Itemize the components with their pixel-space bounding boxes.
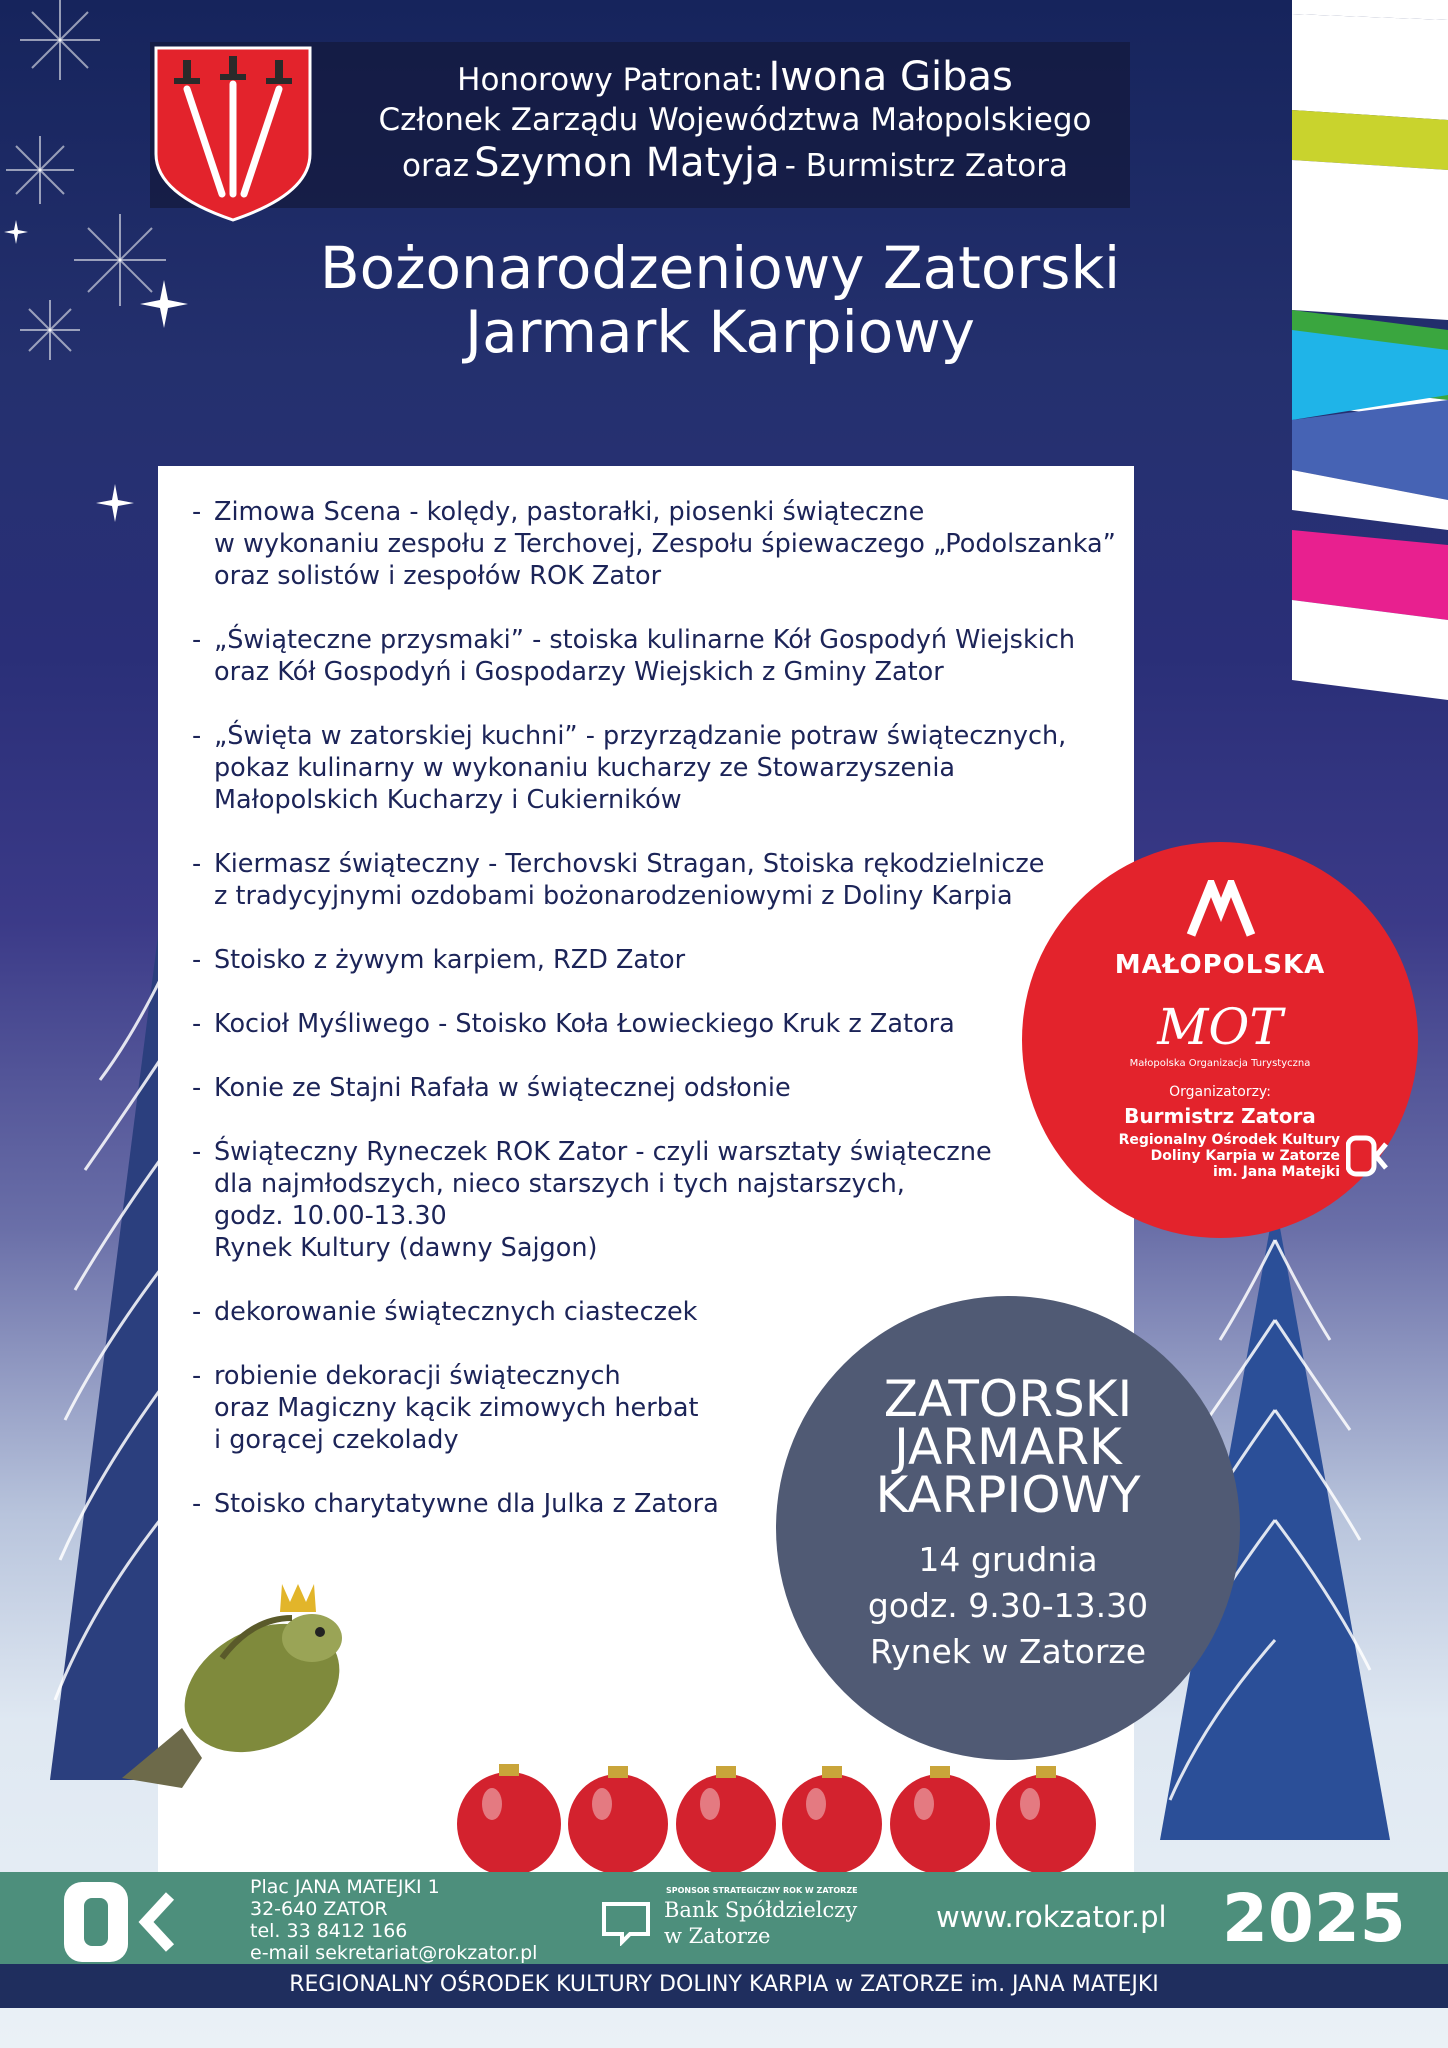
- program-item: [192, 624, 1092, 688]
- bank-name-line-2: w Zatorze: [664, 1924, 771, 1948]
- list-bullet-dash: -: [192, 1137, 202, 1167]
- footer-address-line-1: Plac JANA MATEJKI 1: [250, 1876, 440, 1898]
- program-item-line: pokaz kulinarny w wykonaniu kucharzy ze Stowarzyszenia: [214, 753, 956, 783]
- program-item-line: dekorowanie świątecznych ciasteczek: [214, 1297, 698, 1327]
- patron-role-1: Członek Zarządu Województwa Małopolskiego: [378, 102, 1092, 138]
- organizers-label: Organizatorzy:: [1169, 1084, 1271, 1100]
- program-item: [192, 944, 1092, 976]
- organizer-rok-line-3: im. Jana Matejki: [1213, 1164, 1340, 1180]
- program-item-line: „Świąteczne przysmaki” - stoiska kulinarne Kół Gospodyń Wiejskich: [214, 625, 1075, 655]
- sponsor-label: SPONSOR STRATEGICZNY ROK W ZATORZE: [666, 1886, 858, 1895]
- title-line-1: Bożonarodzeniowy Zatorski: [319, 234, 1121, 302]
- program-item-line: robienie dekoracji świątecznych: [214, 1361, 621, 1391]
- program-item-line: w wykonaniu zespołu z Terchovej, Zespołu śpiewaczego „Podolszanka”: [214, 529, 1116, 559]
- list-bullet-dash: -: [192, 945, 202, 975]
- event-name-line-2: JARMARK: [894, 1418, 1122, 1476]
- organizer-rok-line-1: Regionalny Ośrodek Kultury: [1118, 1132, 1340, 1148]
- event-place: Rynek w Zatorze: [869, 1632, 1147, 1671]
- footer-address-line-2: 32-640 ZATOR: [250, 1898, 388, 1920]
- organizer-burmistrz: Burmistrz Zatora: [1124, 1104, 1316, 1128]
- carp-with-crown-icon: [112, 1578, 362, 1800]
- footer-email: e-mail sekretariat@rokzator.pl: [250, 1942, 538, 1964]
- list-bullet-dash: -: [192, 1073, 202, 1103]
- event-info-circle: [776, 1296, 1240, 1760]
- program-item: [192, 1008, 1092, 1040]
- program-item: [192, 848, 1092, 912]
- list-bullet-dash: -: [192, 721, 202, 751]
- program-item-line: oraz Kół Gospodyń i Gospodarzy Wiejskich z Gminy Zator: [214, 657, 944, 687]
- malopolska-label: MAŁOPOLSKA: [1114, 950, 1326, 980]
- program-item: [192, 1072, 1092, 1104]
- bank-name-line-1: Bank Spółdzielczy: [664, 1898, 858, 1922]
- event-name-line-1: ZATORSKI: [883, 1370, 1133, 1428]
- patron-name-2: Szymon Matyja: [474, 140, 780, 186]
- event-time: godz. 9.30-13.30: [867, 1586, 1149, 1625]
- malopolska-logo-icon: [1186, 880, 1256, 940]
- color-stripes-decoration: [1292, 0, 1448, 880]
- program-item-line: Stoisko charytatywne dla Julka z Zatora: [214, 1489, 719, 1519]
- footer-phone: tel. 33 8412 166: [250, 1920, 408, 1942]
- patronage-line-1: [340, 54, 1130, 100]
- list-bullet-dash: -: [192, 1009, 202, 1039]
- christmas-ornaments-decoration: [454, 1760, 1104, 1880]
- program-item-line: dla najmłodszych, nieco starszych i tych najstarszych,: [214, 1169, 905, 1199]
- rok-logo-small-icon: [1346, 1134, 1390, 1178]
- program-item-line: Kocioł Myśliwego - Stoisko Koła Łowieckiego Kruk z Zatora: [214, 1009, 955, 1039]
- program-item-line: „Święta w zatorskiej kuchni” - przyrządzanie potraw świątecznych,: [214, 721, 1067, 751]
- patron-role-2: - Burmistrz Zatora: [784, 148, 1068, 184]
- program-item: [192, 496, 1116, 592]
- program-item-line: Kiermasz świąteczny - Terchovski Stragan, Stoiska rękodzielnicze: [214, 849, 1045, 879]
- program-item-line: Konie ze Stajni Rafała w świątecznej odsłonie: [214, 1073, 791, 1103]
- program-item-line: Świąteczny Ryneczek ROK Zator - czyli warsztaty świąteczne: [214, 1137, 992, 1167]
- program-item-line: Stoisko z żywym karpiem, RZD Zator: [214, 945, 686, 975]
- list-bullet-dash: -: [192, 1361, 202, 1391]
- organizer-rok-line-2: Doliny Karpia w Zatorze: [1150, 1148, 1340, 1164]
- page-title: [260, 236, 1180, 364]
- program-item-line: Małopolskich Kucharzy i Cukierników: [214, 785, 682, 815]
- zator-coat-of-arms-icon: [152, 44, 314, 224]
- program-item-line: z tradycyjnymi ozdobami bożonarodzeniowymi z Doliny Karpia: [214, 881, 1013, 911]
- patronage-line-3: [340, 140, 1130, 186]
- list-bullet-dash: -: [192, 625, 202, 655]
- website-link[interactable]: www.rokzator.pl: [936, 1900, 1167, 1934]
- list-bullet-dash: -: [192, 849, 202, 879]
- program-item-line: oraz Magiczny kącik zimowych herbat: [214, 1393, 699, 1423]
- program-item: [192, 1136, 1092, 1264]
- event-date: 14 grudnia: [918, 1540, 1098, 1579]
- patronage-connector: oraz: [402, 148, 469, 184]
- patronage-label: Honorowy Patronat:: [457, 62, 764, 98]
- list-bullet-dash: -: [192, 1297, 202, 1327]
- rok-zator-logo-icon: [60, 1876, 180, 1966]
- program-item-line: Zimowa Scena - kolędy, pastorałki, piosenki świąteczne: [214, 497, 925, 527]
- institution-name: REGIONALNY OŚRODEK KULTURY DOLINY KARPIA w ZATORZE im. JANA MATEJKI: [289, 1972, 1159, 1997]
- program-item-line: i gorącej czekolady: [214, 1425, 459, 1455]
- patron-name-1: Iwona Gibas: [768, 54, 1013, 100]
- year-label: 2025: [1222, 1880, 1406, 1957]
- title-line-2: Jarmark Karpiowy: [465, 298, 975, 366]
- program-item-line: oraz solistów i zespołów ROK Zator: [214, 561, 662, 591]
- mot-logo: MOT: [1157, 998, 1283, 1056]
- program-item-line: Rynek Kultury (dawny Sajgon): [214, 1233, 598, 1263]
- list-bullet-dash: -: [192, 497, 202, 527]
- bank-logo-icon: [600, 1900, 652, 1946]
- program-item-line: godz. 10.00-13.30: [214, 1201, 447, 1231]
- list-bullet-dash: -: [192, 1489, 202, 1519]
- event-name-line-3: KARPIOWY: [875, 1466, 1141, 1524]
- mot-full-name: Małopolska Organizacja Turystyczna: [1129, 1058, 1311, 1069]
- program-item: [192, 720, 1092, 816]
